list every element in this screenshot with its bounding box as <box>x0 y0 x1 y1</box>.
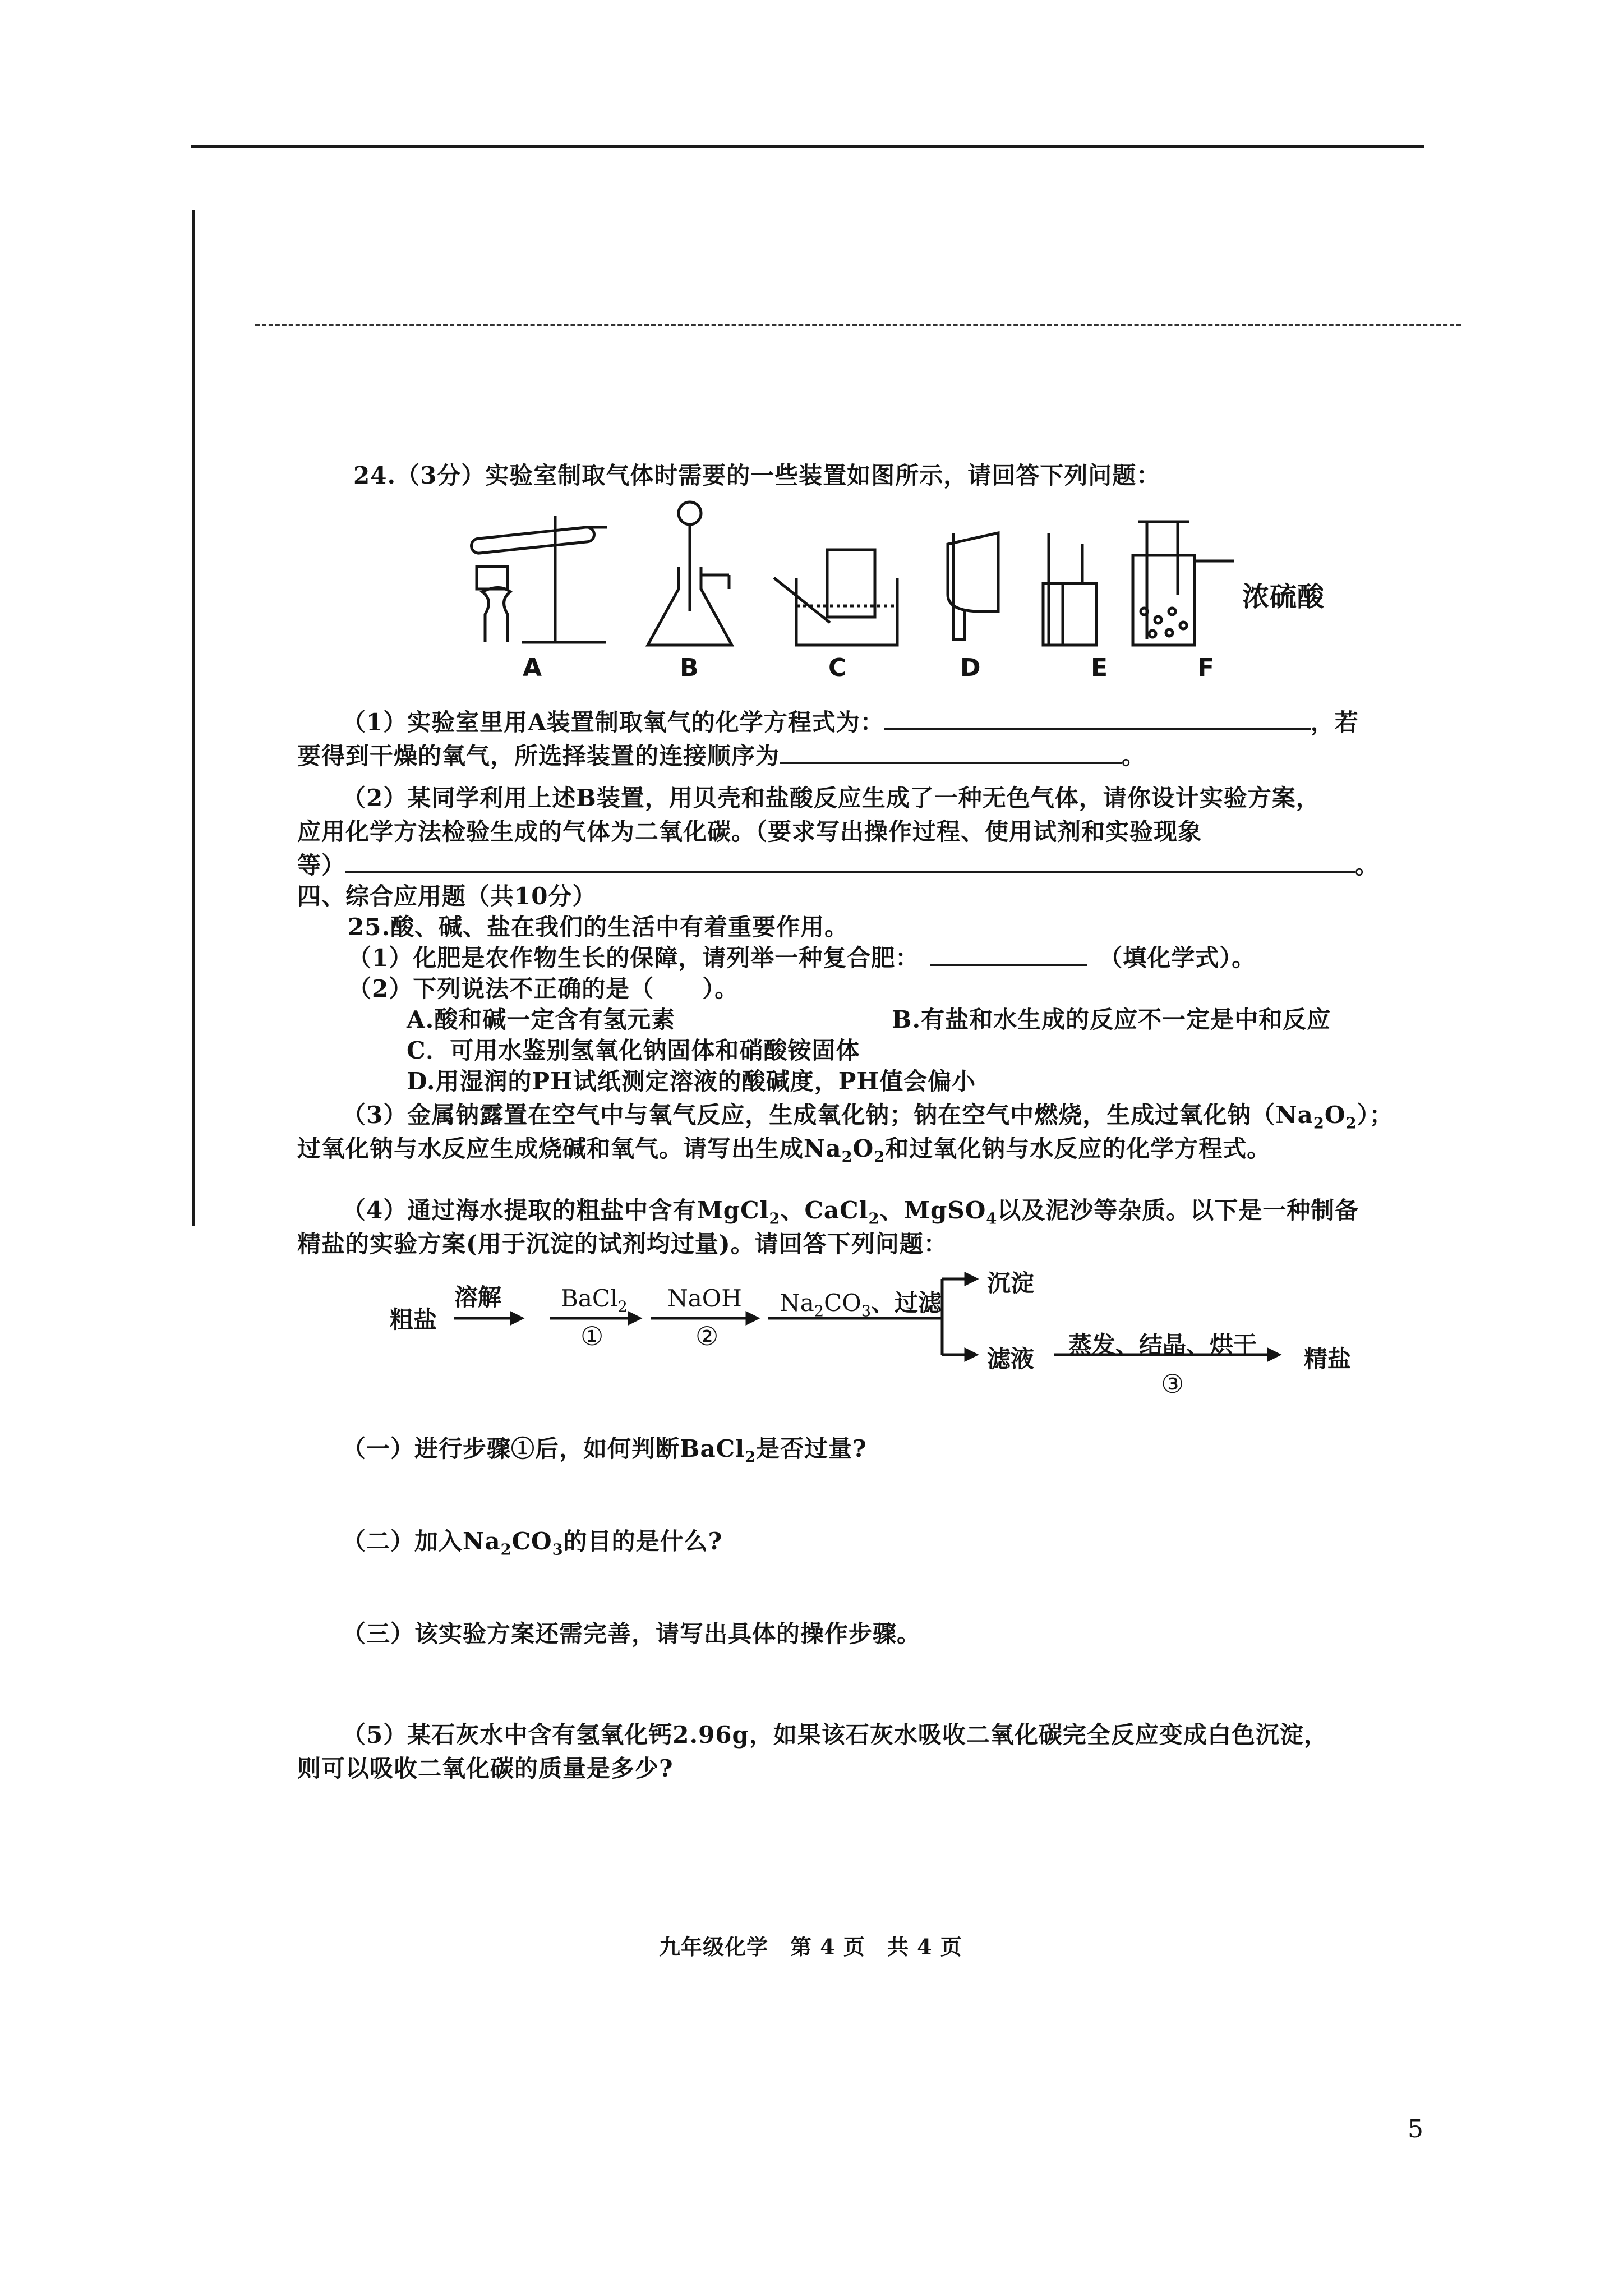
flow-step2-number: ② <box>695 1321 719 1351</box>
apparatus-label-e: E <box>1091 654 1108 682</box>
top-rule <box>191 145 1424 148</box>
left-margin-line <box>192 210 195 1226</box>
q25-part5-line1: （5）某石灰水中含有氢氧化钙2.96g，如果该石灰水吸收二氧化碳完全反应变成白色沉淀， <box>342 1721 1328 1749</box>
q24-part2-line2: 应用化学方法检验生成的气体为二氧化碳。（要求写出操作过程、使用试剂和实验现象 <box>297 818 1202 845</box>
q24-part2-line1: （2）某同学利用上述B装置，用贝壳和盐酸反应生成了一种无色气体，请你设计实验方案， <box>342 784 1320 812</box>
answer-blank[interactable] <box>884 708 1311 730</box>
q25-part4-line1: （4）通过海水提取的粗盐中含有MgCl$_2$、CaCl$_2$、MgSO$_4$以及泥沙等杂质。以下是一种制备 <box>342 1197 1359 1228</box>
apparatus-label-b: B <box>680 654 699 682</box>
sub-question-3: （三）该实验方案还需完善，请写出具体的操作步骤。 <box>342 1620 921 1648</box>
apparatus-d-drawing <box>948 533 998 639</box>
q24-part2-line3: 等） 。 <box>297 852 1380 879</box>
option-a: A.酸和碱一定含有氢元素 <box>407 1006 676 1033</box>
flow-step3: $Na_2CO_3$、过滤 <box>780 1289 942 1320</box>
flow-end: 精盐 <box>1304 1345 1352 1373</box>
apparatus-label-c: C <box>828 654 847 682</box>
flow-step0: 溶解 <box>454 1283 502 1311</box>
q25-part3-line1: （3）金属钠露置在空气中与氧气反应，生成氧化钠；钠在空气中燃烧，生成过氧化钠$(Na_2O_2)$； <box>342 1101 1394 1133</box>
page-number: 5 <box>1408 2115 1424 2143</box>
flow-branch-bottom: 滤液 <box>987 1345 1035 1373</box>
flow-step4-number: ③ <box>1161 1369 1184 1399</box>
flow-step4: 蒸发、结晶、烘干 <box>1068 1331 1257 1359</box>
flow-start: 粗盐 <box>390 1306 437 1333</box>
flow-branch-top: 沉淀 <box>987 1269 1035 1297</box>
answer-blank[interactable] <box>345 851 1355 873</box>
sub-question-1: （一）进行步骤①后，如何判断BaCl$_2$是否过量? <box>342 1435 867 1466</box>
apparatus-b-drawing <box>648 502 732 645</box>
apparatus-f-label: 浓硫酸 <box>1242 581 1325 613</box>
apparatus-label-f: F <box>1197 654 1215 682</box>
apparatus-f-drawing <box>1133 522 1234 645</box>
apparatus-c-drawing <box>774 550 897 645</box>
option-b: B.有盐和水生成的反应不一定是中和反应 <box>892 1006 1331 1033</box>
q24-stem: 24.（3分）实验室制取气体时需要的一些装置如图所示，请回答下列问题： <box>353 462 1161 489</box>
section4-heading: 四、综合应用题（共10分） <box>297 882 597 910</box>
q25-stem: 25.酸、碱、盐在我们的生活中有着重要作用。 <box>348 913 849 941</box>
answer-blank[interactable] <box>780 742 1122 764</box>
apparatus-e-drawing <box>1043 533 1096 645</box>
flow-step2: NaOH <box>667 1285 742 1312</box>
apparatus-label-d: D <box>960 654 981 682</box>
dashed-rule <box>255 324 1461 326</box>
option-c: C．可用水鉴别氢氧化钠固体和硝酸铵固体 <box>407 1037 860 1064</box>
q25-part1: （1）化肥是农作物生长的保障，请列举一种复合肥： （填化学式）。 <box>348 944 1256 972</box>
q24-part1-line1: （1）实验室里用A装置制取氧气的化学方程式为： ，若 <box>342 708 1359 736</box>
q24-part1-line2: 要得到干燥的氧气，所选择装置的连接顺序为 。 <box>297 742 1146 770</box>
apparatus-label-a: A <box>523 654 542 682</box>
q25-part3-line2: 过氧化钠与水反应生成烧碱和氧气。请写出生成$Na_2O_2$和过氧化钠与水反应的化学方程式。 <box>297 1135 1271 1166</box>
q25-part4-line2: 精盐的实验方案(用于沉淀的试剂均过量)。请回答下列问题： <box>297 1230 948 1258</box>
flow-step1-number: ① <box>580 1321 604 1351</box>
option-d: D.用湿润的PH试纸测定溶液的酸碱度，PH值会偏小 <box>407 1068 976 1095</box>
flow-step1: BaCl$_2$ <box>561 1285 628 1316</box>
answer-blank[interactable] <box>930 944 1087 966</box>
apparatus-a-drawing <box>471 516 607 642</box>
apparatus-figure <box>460 499 1312 684</box>
q25-part2: （2）下列说法不正确的是（ ）。 <box>348 975 739 1002</box>
sub-question-2: （二）加入$Na_2CO_3$的目的是什么? <box>342 1527 723 1559</box>
q25-part5-line2: 则可以吸收二氧化碳的质量是多少? <box>297 1755 674 1782</box>
page-footer: 九年级化学 第 4 页 共 4 页 <box>659 1934 962 1959</box>
